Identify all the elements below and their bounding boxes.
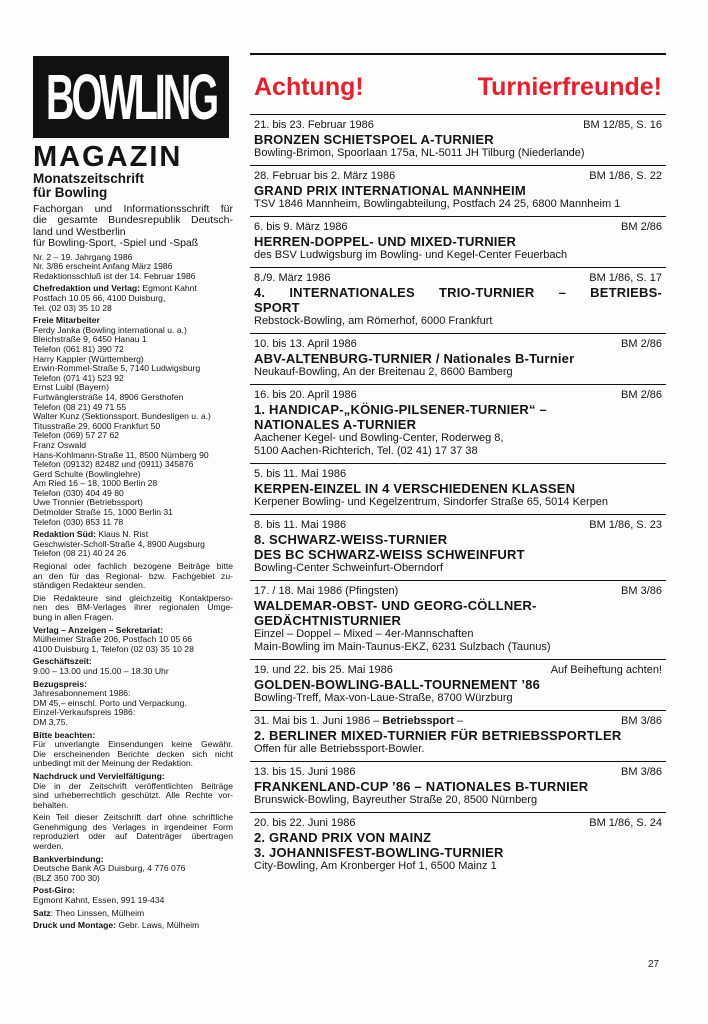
entry-title: WALDEMAR-OBST- UND GEORG-CÖLLNER- — [254, 598, 537, 613]
entry-text: Aachener Kegel- und Bowling-Center, Roderweg 8, — [254, 432, 504, 444]
entry-header — [254, 119, 662, 132]
copy-line: reproduziert oder auf Datenträger übertragen — [33, 831, 233, 842]
description-line: für Bowling-Sport, -Spiel und -Spaß — [33, 237, 199, 250]
description-line: Fachorgan und Informationsschrift für — [33, 203, 233, 215]
editorial-line: nen des BM-Verlages ihrer regionalen Umge- — [33, 602, 233, 613]
entry-header — [254, 468, 662, 481]
entry-header — [254, 664, 662, 677]
description-line: land und Westberlin — [33, 225, 126, 238]
reprint-line: behalten. — [33, 799, 69, 810]
freelance-line: Detmolder Straße 15, 1000 Berlin 31 — [33, 507, 173, 518]
logo-text: BOWLING — [33, 56, 229, 138]
note-line: unbedingt mit der Meinung der Redaktion. — [33, 758, 194, 769]
copy-line: Genehmigung des Verlages in irgendeiner Form — [33, 821, 233, 832]
editorial-line: bung in allen Fragen. — [33, 612, 114, 622]
entry-title: NATIONALES A-TURNIER — [254, 417, 417, 432]
entry-header — [254, 766, 662, 779]
entry-text: 5100 Aachen-Richterich, Tel. (02 41) 17 37 38 — [254, 445, 478, 457]
entry-date: 6. bis 9. März 1986 — [254, 221, 348, 233]
tournament-entry — [250, 710, 666, 761]
freelance-line: Franz Oswald — [33, 439, 87, 450]
entry-header — [254, 389, 662, 402]
copy-line: werden. — [33, 841, 64, 852]
entry-text: Brunswick-Bowling, Bayreuther Straße 20, 8500 Nürnberg — [254, 794, 538, 806]
entry-date: 5. bis 11. Mai 1986 — [254, 468, 347, 480]
entry-reference: BM 3/86 — [621, 766, 662, 778]
entry-date-extra — [382, 715, 463, 727]
entry-date: 20. bis 22. Juni 1986 — [254, 817, 356, 829]
entry-title: 2. GRAND PRIX VON MAINZ — [254, 830, 432, 845]
printing-value: Gebr. Laws, Mülheim — [116, 920, 200, 931]
editor-line: Tel. (02 03) 35 10 28 — [33, 302, 112, 313]
south-editor-value: Klaus N. Rist — [96, 529, 149, 540]
bank-line: (BLZ 350 700 30) — [33, 872, 100, 883]
entry-header — [254, 221, 662, 234]
tournament-entry — [250, 514, 666, 580]
tournament-column — [250, 53, 666, 878]
entry-reference: BM 1/86, S. 24 — [589, 817, 662, 829]
entry-text: Rebstock-Bowling, am Römerhof, 6000 Frankfurt — [254, 315, 493, 327]
editorial-note — [33, 594, 233, 623]
issue-line: Nr. 3/86 erscheint Anfang März 1986 — [33, 261, 173, 272]
freelance-line: Ferdy Janka (Bowling international u. a.) — [33, 324, 187, 335]
freelance-line: Telefon (071 41) 523 92 — [33, 372, 124, 383]
entry-date-bold: Betriebssport — [382, 715, 454, 727]
bowling-logo — [33, 56, 229, 138]
entry-reference: BM 2/86 — [621, 221, 662, 233]
printing-label: Druck und Montage: — [33, 920, 117, 931]
freelance-line: Telefon (030) 404 49 80 — [33, 487, 124, 498]
freelance-line: Hans-Kohlmann-Straße 11, 8500 Nürnberg 90 — [33, 449, 209, 460]
entry-title: 8. SCHWARZ-WEISS-TURNIER — [254, 532, 448, 547]
entry-reference: BM 12/85, S. 16 — [583, 119, 662, 131]
entry-reference: BM 2/86 — [621, 389, 662, 401]
reprint-label: Nachdruck und Vervielfältigung: — [33, 770, 165, 781]
freelance-label: Freie Mitarbeiter — [33, 315, 100, 326]
entry-text: Bowling-Treff, Max-von-Laue-Straße, 8700 Würzburg — [254, 692, 513, 704]
entry-title: SPORT — [254, 300, 300, 315]
entry-title: GEDÄCHTNISTURNIER — [254, 613, 402, 628]
tournament-entry — [250, 812, 666, 878]
entry-title: 2. BERLINER MIXED-TURNIER FÜR BETRIEBSSPORTLER — [254, 728, 622, 743]
freelance-line: Walter Kunz (Sektionssport, Bundesligen u. a.) — [33, 411, 211, 422]
entry-title: FRANKENLAND-CUP ’86 – NATIONALES B-TURNIER — [254, 779, 589, 794]
entry-title: 4. INTERNATIONALES TRIO-TURNIER – BETRIEBS- — [254, 285, 662, 300]
freelance-line: Bleichstraße 9, 6450 Hanau 1 — [33, 334, 147, 345]
publisher-line: 4100 Duisburg 1, Telefon (02 03) 35 10 28 — [33, 643, 194, 654]
prices-label: Bezugspreis: — [33, 678, 87, 689]
entry-title: BRONZEN SCHIETSPOEL A-TURNIER — [254, 132, 494, 147]
freelance-line: Telefon (09132) 82482 und (0911) 345876 — [33, 459, 194, 470]
freelance-line: Telefon (061 81) 390 72 — [33, 343, 124, 354]
tournament-list — [250, 114, 666, 878]
bank-label: Bankverbindung: — [33, 853, 104, 864]
headline-right: Turnierfreunde! — [477, 73, 662, 101]
publisher-line: Mülheimer Straße 206, Postfach 10 05 66 — [33, 634, 193, 645]
entry-text: Main-Bowling im Main-Taunus-EKZ, 6231 Sulzbach (Taunus) — [254, 641, 551, 653]
issue-line: Redaktionsschluß ist der 14. Februar 1986 — [33, 270, 196, 281]
entry-title: 3. JOHANNISFEST-BOWLING-TURNIER — [254, 845, 504, 860]
entry-date: 31. Mai bis 1. Juni 1986 – — [254, 715, 383, 727]
bank-line: Deutsche Bank AG Duisburg, 4 776 076 — [33, 863, 186, 874]
imprint — [33, 253, 233, 931]
editor-value: Egmont Kahnt — [139, 283, 197, 294]
entry-date-group — [254, 715, 463, 728]
entry-date: 8. bis 11. Mai 1986 — [254, 519, 347, 531]
typesetting — [33, 909, 233, 919]
freelance-line: Telefon (08 21) 49 71 55 — [33, 401, 127, 412]
entry-text: Kerpener Bowling- und Kegelzentrum, Sindorfer Straße 65, 5014 Kerpen — [254, 496, 609, 508]
entry-reference: Auf Beiheftung achten! — [550, 664, 662, 676]
hours-label: Geschäftszeit: — [33, 656, 92, 667]
entry-date: 21. bis 23. Februar 1986 — [254, 119, 374, 131]
tournament-entry — [250, 333, 666, 384]
entry-header — [254, 817, 662, 830]
entry-reference: BM 1/86, S. 17 — [589, 272, 662, 284]
entry-date: 10. bis 13. April 1986 — [254, 338, 357, 350]
tournament-entry — [250, 463, 666, 514]
editorial-line: Die Redakteure sind gleichzeitig Kontaktperso- — [33, 592, 233, 603]
entry-header — [254, 338, 662, 351]
entry-date: 28. Februar bis 2. März 1986 — [254, 170, 396, 182]
entry-date: 19. und 22. bis 25. Mai 1986 — [254, 664, 393, 676]
prices-line: DM 45,– einschl. Porto und Verpackung. — [33, 697, 187, 708]
tournament-entry — [250, 114, 666, 165]
entry-header — [254, 272, 662, 285]
tournament-entry — [250, 761, 666, 812]
printing — [33, 921, 233, 931]
entry-header — [254, 715, 662, 728]
regional-line: an den für das Regional- bzw. Fachgebiet zu- — [33, 570, 233, 581]
entry-date: 13. bis 15. Juni 1986 — [254, 766, 356, 778]
regional-line: Regional oder fachlich bezogene Beiträge bitte — [33, 561, 233, 572]
headline — [250, 73, 666, 102]
note-line: Die erscheinenden Berichte decken sich nicht — [33, 748, 233, 759]
copy-line: Kein Teil dieser Zeitschrift darf ohne schriftliche — [33, 812, 233, 823]
tournament-entry — [250, 659, 666, 710]
freelance-line: Am Ried 16 – 18, 1000 Berlin 28 — [33, 478, 158, 489]
entry-date: 17. / 18. Mai 1986 (Pfingsten) — [254, 585, 399, 597]
entry-text: Neukauf-Bowling, An der Breitenau 2, 8600 Bamberg — [254, 366, 513, 378]
prices-line: Jahresabonnement 1986: — [33, 688, 131, 699]
freelance-line: Harry Kappler (Württemberg) — [33, 353, 144, 364]
entry-date: 16. bis 20. April 1986 — [254, 389, 357, 401]
south-line: Telefon (08 21) 40 24 26 — [33, 548, 127, 559]
entry-title: HERREN-DOPPEL- UND MIXED-TURNIER — [254, 234, 517, 249]
hours-value: 9.00 – 13.00 und 15.00 – 18.30 Uhr — [33, 665, 169, 676]
entry-text: des BSV Ludwigsburg im Bowling- und Kegel-Center Feuerbach — [254, 249, 568, 261]
tournament-entry — [250, 216, 666, 267]
subtitle-line: für Bowling — [33, 185, 108, 200]
note-label: Bitte beachten: — [33, 729, 96, 740]
entry-title: 1. HANDICAP-„KÖNIG-PILSENER-TURNIER“ – — [254, 402, 547, 417]
typesetting-value: : Theo Linssen, Mülheim — [50, 907, 145, 918]
freelance-line: Uwe Tronnier (Betriebssport) — [33, 497, 143, 508]
entry-reference: BM 1/86, S. 23 — [589, 519, 662, 531]
freelance-line: Gerd Schulte (Bowlinglehre) — [33, 468, 141, 479]
tournament-entry — [250, 165, 666, 216]
issue-line: Nr. 2 – 19. Jahrgang 1986 — [33, 251, 133, 262]
freelance-line: Ernst Luibl (Bayern) — [33, 382, 109, 393]
entry-text: TSV 1846 Mannheim, Bowlingabteilung, Postfach 24 25, 6800 Mannheim 1 — [254, 198, 621, 210]
copy-note — [33, 813, 233, 851]
entry-reference: BM 2/86 — [621, 338, 662, 350]
headline-left: Achtung! — [254, 73, 364, 101]
entry-title: DES BC SCHWARZ-WEISS SCHWEINFURT — [254, 547, 525, 562]
entry-text: Einzel – Doppel – Mixed – 4er-Mannschaften — [254, 628, 474, 640]
freelance-line: Telefon (030) 853 11 78 — [33, 516, 124, 527]
entry-title: GRAND PRIX INTERNATIONAL MANNHEIM — [254, 183, 526, 198]
entry-text: City-Bowling, Am Kronberger Hof 1, 6500 Mainz 1 — [254, 860, 497, 872]
entry-text: Offen für alle Betriebssport-Bowler. — [254, 743, 425, 755]
entry-header — [254, 585, 662, 598]
entry-text: Bowling-Brimon, Spoorlaan 175a, NL-5011 JH Tilburg (Niederlande) — [254, 147, 585, 159]
giro-value: Egmont Kahnt, Essen, 991 19-434 — [33, 895, 165, 906]
entry-reference: BM 3/86 — [621, 715, 662, 727]
freelance-line: Furtwänglerstraße 14, 8906 Gersthofen — [33, 391, 184, 402]
tournament-entry — [250, 384, 666, 463]
editor-label: Chefredaktion und Verlag: — [33, 283, 140, 294]
regional-note — [33, 562, 233, 591]
editor-line: Postfach 10 05 66, 4100 Duisburg, — [33, 293, 166, 303]
description-line: die gesamte Bundesrepublik Deutsch- — [33, 214, 233, 227]
masthead-column — [33, 56, 233, 931]
south-editor-label: Redaktion Süd: — [33, 529, 97, 540]
entry-title: KERPEN-EINZEL IN 4 VERSCHIEDENEN KLASSEN — [254, 481, 576, 496]
entry-date-after: – — [453, 715, 464, 727]
subtitle — [33, 172, 233, 200]
tournament-entry — [250, 580, 666, 659]
publisher-label: Verlag – Anzeigen – Sekretariat: — [33, 624, 164, 635]
entry-header — [254, 519, 662, 532]
entry-text: Bowling-Center Schweinfurt-Oberndorf — [254, 562, 443, 574]
magazine-title: MAGAZIN — [33, 141, 183, 173]
entry-title: GOLDEN-BOWLING-BALL-TOURNEMENT ’86 — [254, 677, 541, 692]
page-number: 27 — [648, 959, 660, 970]
entry-header — [254, 170, 662, 183]
freelance-line: Telefon (069) 57 27 62 — [33, 430, 119, 441]
note-line: Für unverlangte Einsendungen keine Gewähr. — [33, 739, 233, 750]
entry-date: 8./9. März 1986 — [254, 272, 331, 284]
prices-line: Einzel-Verkaufspreis 1986: — [33, 707, 136, 718]
issue-info — [33, 253, 233, 282]
freelance-line: Erwin-Rommel-Straße 5, 7140 Ludwigsburg — [33, 363, 201, 374]
giro-label: Post-Giro: — [33, 885, 76, 896]
south-line: Geschwister-Scholl-Straße 4, 8900 Augsburg — [33, 538, 205, 549]
subtitle-line: Monatszeitschrift — [33, 171, 145, 186]
regional-line: ständigen Redakteur senden. — [33, 580, 146, 591]
typesetting-label: Satz — [33, 907, 51, 918]
prices-line: DM 3,75. — [33, 716, 68, 727]
entry-title: ABV-ALTENBURG-TURNIER / Nationales B-Turnier — [254, 351, 575, 366]
entry-reference: BM 1/86, S. 22 — [589, 170, 662, 182]
reprint-line: sind urheberrechtlich geschützt. Alle Rechte vor- — [33, 790, 233, 801]
description — [33, 204, 233, 250]
reprint-line: Die in der Zeitschrift veröffentlichten Beiträge — [33, 780, 233, 791]
freelance-line: Titusstraße 29, 6000 Frankfurt 50 — [33, 420, 161, 431]
entry-reference: BM 3/86 — [621, 585, 662, 597]
tournament-entry — [250, 267, 666, 333]
top-rule — [250, 53, 666, 55]
